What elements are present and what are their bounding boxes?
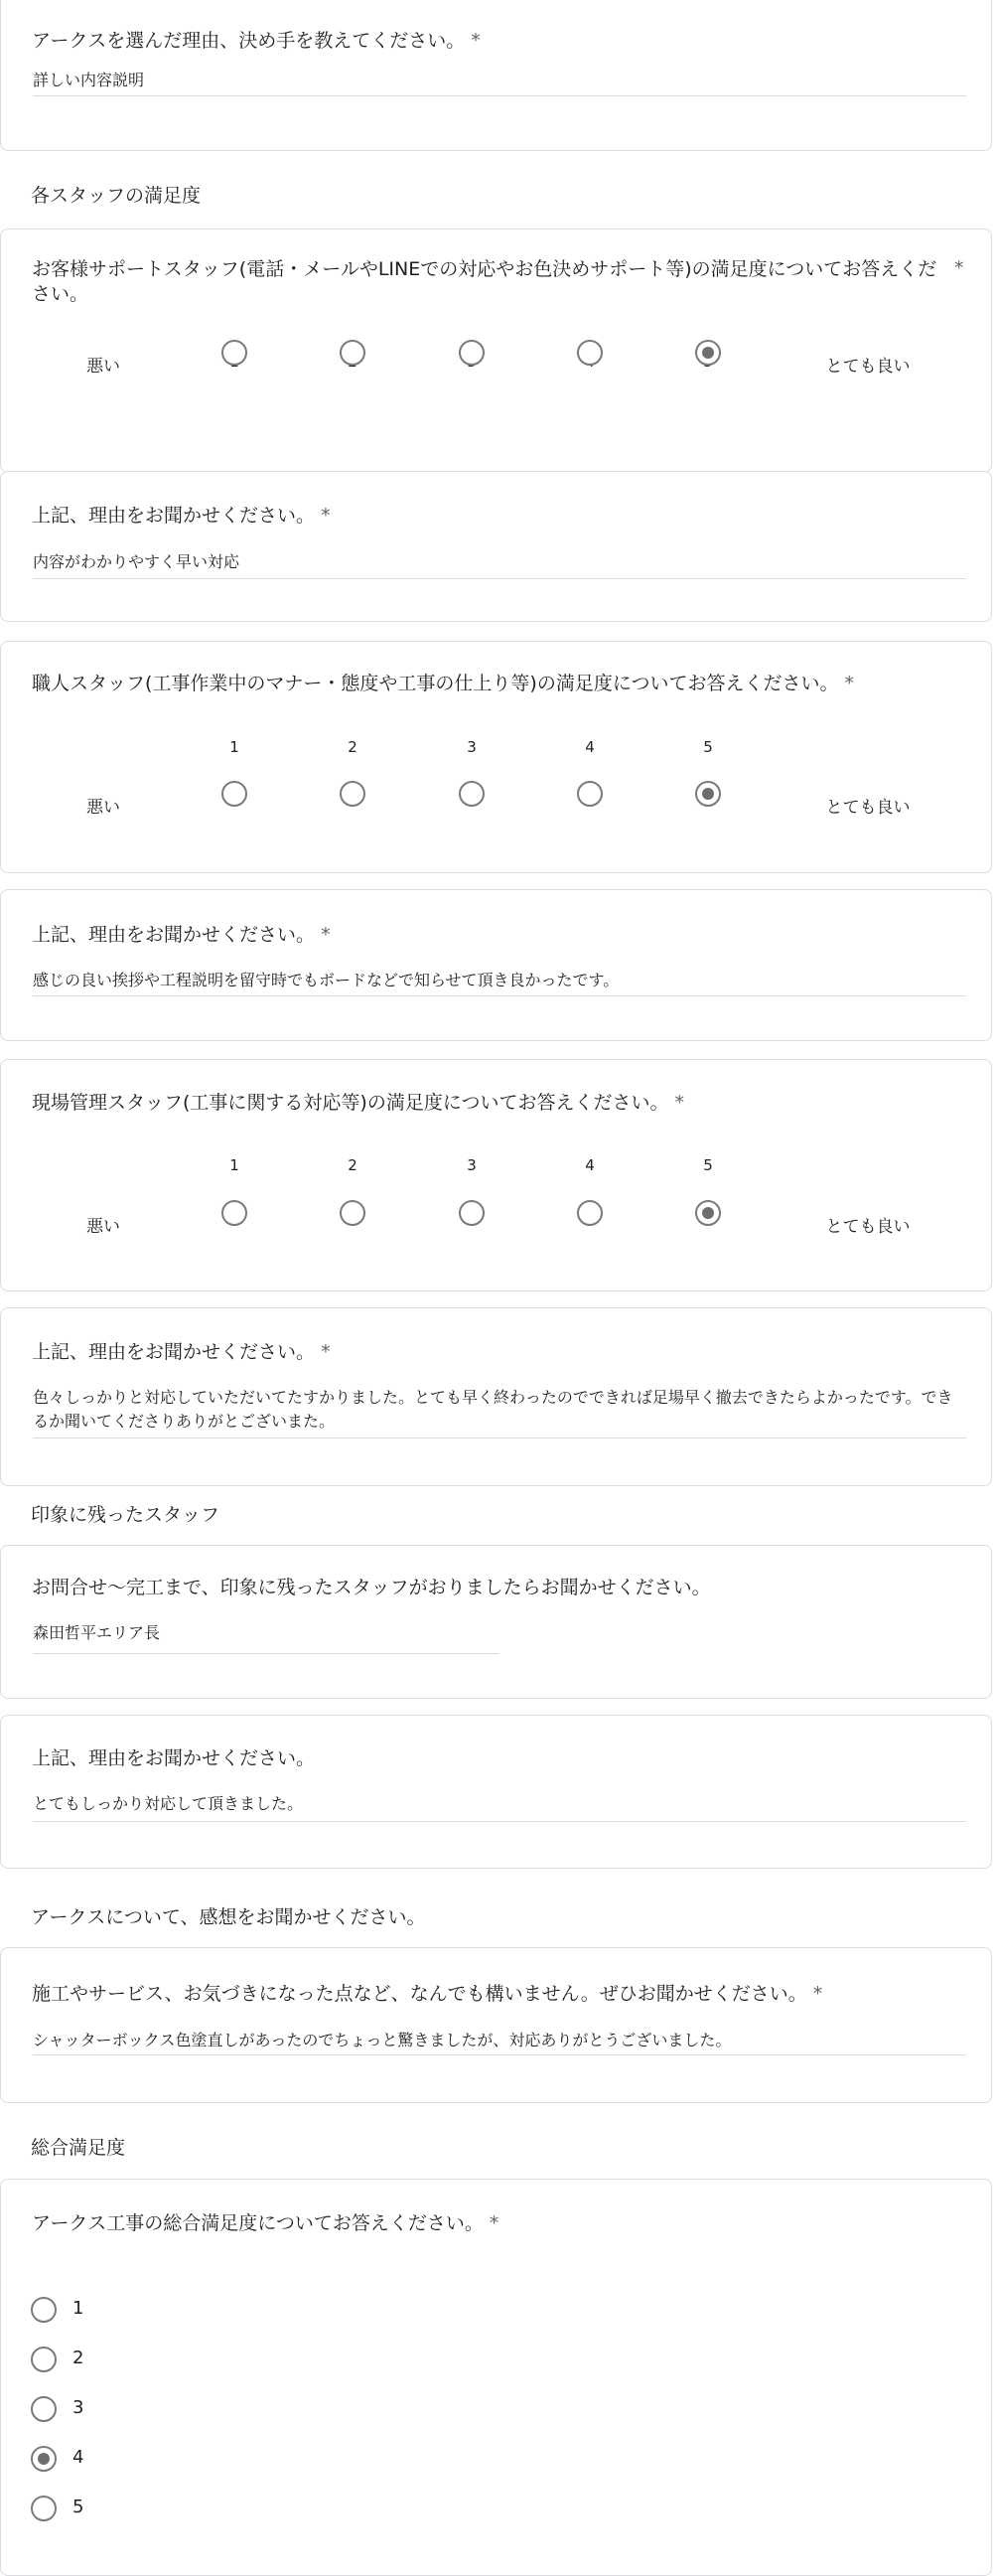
- question-card-craft-reason: [0, 889, 992, 1041]
- section-title: 印象に残ったスタッフ: [31, 1504, 220, 1526]
- radio-label: 5: [72, 2497, 84, 2517]
- answer-text[interactable]: 詳しい内容説明: [33, 71, 145, 89]
- question-title: [32, 1576, 960, 1600]
- question-card-overall: [0, 2179, 992, 2576]
- required-mark: *: [321, 505, 331, 527]
- required-mark: *: [321, 924, 331, 946]
- question-card-support-reason: [0, 471, 992, 622]
- answer-underline: [33, 95, 966, 96]
- section-title: 総合満足度: [31, 2137, 126, 2159]
- scale-number-5: 5: [703, 1156, 713, 1174]
- section-title: アークスについて、感想をお聞かせください。: [31, 1906, 426, 1928]
- scale-radio-4[interactable]: [577, 781, 603, 807]
- scale-number-2: 2: [348, 738, 357, 756]
- question-card-impression: [0, 1947, 992, 2103]
- radio-button[interactable]: [31, 2347, 57, 2372]
- question-title: [32, 2211, 960, 2236]
- answer-underline: [33, 1438, 966, 1439]
- scale-radio-2[interactable]: [340, 781, 365, 807]
- question-card-reason: [0, 0, 992, 151]
- question-text: お問合せ～完工まで、印象に残ったスタッフがおりましたらお聞かせください。: [32, 1577, 711, 1598]
- linear-scale: [1, 1060, 991, 1290]
- scale-number-1: 1: [229, 738, 239, 756]
- answer-text[interactable]: シャッターボックス色塗直しがあったのでちょっと驚きましたが、対応ありがとうございました。: [33, 2031, 732, 2049]
- question-text: 上記、理由をお聞かせください。: [32, 924, 316, 946]
- radio-label: 4: [72, 2447, 84, 2468]
- required-mark: *: [321, 1341, 331, 1363]
- scale-number-1: 1: [229, 1156, 239, 1174]
- question-card-site: [0, 1059, 992, 1291]
- question-text: アークスを選んだ理由、決め手を教えてください。: [32, 30, 466, 52]
- radio-button[interactable]: [31, 2496, 57, 2521]
- answer-text[interactable]: 色々しっかりと対応していただいてたすかりました。とても早く終わったのでできれば足場早く撤去できたらよかったです。できるか聞いてくださりありがとございまた。: [33, 1388, 953, 1431]
- answer-text[interactable]: 感じの良い挨拶や工程説明を留守時でもボードなどで知らせて頂き良かったです。: [33, 971, 620, 989]
- answer-underline: [33, 995, 966, 996]
- question-title: [32, 29, 960, 54]
- scale-number-5: 5: [703, 738, 713, 756]
- scale-radio-1[interactable]: [221, 781, 247, 807]
- required-mark: *: [844, 673, 854, 694]
- radio-button[interactable]: [31, 2396, 57, 2422]
- required-mark: *: [489, 2212, 499, 2234]
- answer-underline: [33, 1821, 966, 1822]
- question-card-memorable-reason: [0, 1715, 992, 1869]
- required-mark: *: [954, 257, 964, 279]
- question-title: [32, 923, 960, 948]
- scale-radio-1[interactable]: [221, 340, 247, 366]
- scale-high-label: とても良い: [825, 798, 911, 818]
- scale-radio-1[interactable]: [221, 1200, 247, 1226]
- scale-radio-5[interactable]: [695, 781, 721, 807]
- answer-underline: [33, 578, 966, 579]
- question-text: 現場管理スタッフ(工事に関する対応等)の満足度についてお答えください。: [32, 1092, 669, 1114]
- scale-number-4: 4: [585, 738, 595, 756]
- radio-label: 1: [72, 2298, 84, 2319]
- answer-text[interactable]: 森田哲平エリア長: [33, 1623, 161, 1642]
- scale-number-4: 4: [585, 1156, 595, 1174]
- section-title: 各スタッフの満足度: [31, 185, 202, 207]
- scale-radio-3[interactable]: [459, 1200, 485, 1226]
- required-mark: *: [471, 30, 481, 52]
- answer-underline: [33, 1653, 499, 1654]
- question-title: [32, 504, 960, 529]
- question-title: [32, 1746, 960, 1771]
- radio-label: 3: [72, 2397, 84, 2418]
- scale-low-label: 悪い: [86, 798, 120, 818]
- scale-low-label: 悪い: [86, 1217, 120, 1237]
- question-title: [32, 1982, 960, 2007]
- question-title: [32, 1340, 960, 1365]
- scale-radio-2[interactable]: [340, 1200, 365, 1226]
- scale-high-label: とても良い: [825, 1217, 911, 1237]
- scale-radio-3[interactable]: [459, 340, 485, 366]
- question-card-support: [0, 228, 992, 473]
- radio-button[interactable]: [31, 2297, 57, 2323]
- scale-high-label: とても良い: [825, 357, 911, 377]
- scale-radio-2[interactable]: [340, 340, 365, 366]
- answer-text[interactable]: 内容がわかりやすく早い対応: [33, 552, 240, 571]
- scale-radio-5[interactable]: [695, 340, 721, 366]
- linear-scale: [1, 642, 991, 872]
- question-text: 上記、理由をお聞かせください。: [32, 1747, 316, 1769]
- scale-number-3: 3: [467, 738, 477, 756]
- scale-radio-5[interactable]: [695, 1200, 721, 1226]
- question-text: 上記、理由をお聞かせください。: [32, 1341, 316, 1363]
- scale-radio-4[interactable]: [577, 340, 603, 366]
- radio-button[interactable]: [31, 2446, 57, 2472]
- question-card-craft: [0, 641, 992, 873]
- required-mark: *: [812, 1983, 823, 2005]
- required-mark: *: [674, 1092, 684, 1114]
- question-text: 上記、理由をお聞かせください。: [32, 505, 316, 527]
- answer-text[interactable]: とてもしっかり対応して頂きました。: [33, 1794, 304, 1813]
- scale-number-3: 3: [467, 1156, 477, 1174]
- scale-low-label: 悪い: [86, 357, 120, 377]
- question-text: お客様サポートスタッフ(電話・メールやLINEでの対応やお色決めサポート等)の満足度についてお答えください。: [32, 258, 937, 305]
- question-card-site-reason: [0, 1307, 992, 1486]
- scale-radio-4[interactable]: [577, 1200, 603, 1226]
- question-text: 職人スタッフ(工事作業中のマナー・態度や工事の仕上り等)の満足度についてお答えください。: [32, 673, 839, 694]
- scale-number-2: 2: [348, 1156, 357, 1174]
- question-text: アークス工事の総合満足度についてお答えください。: [32, 2212, 484, 2234]
- scale-radio-3[interactable]: [459, 781, 485, 807]
- answer-underline: [33, 2054, 966, 2055]
- question-text: 施工やサービス、お気づきになった点など、なんでも構いません。ぜひお聞かせください。: [32, 1983, 807, 2005]
- question-card-memorable: [0, 1545, 992, 1699]
- linear-scale: [1, 229, 991, 472]
- radio-label: 2: [72, 2348, 84, 2368]
